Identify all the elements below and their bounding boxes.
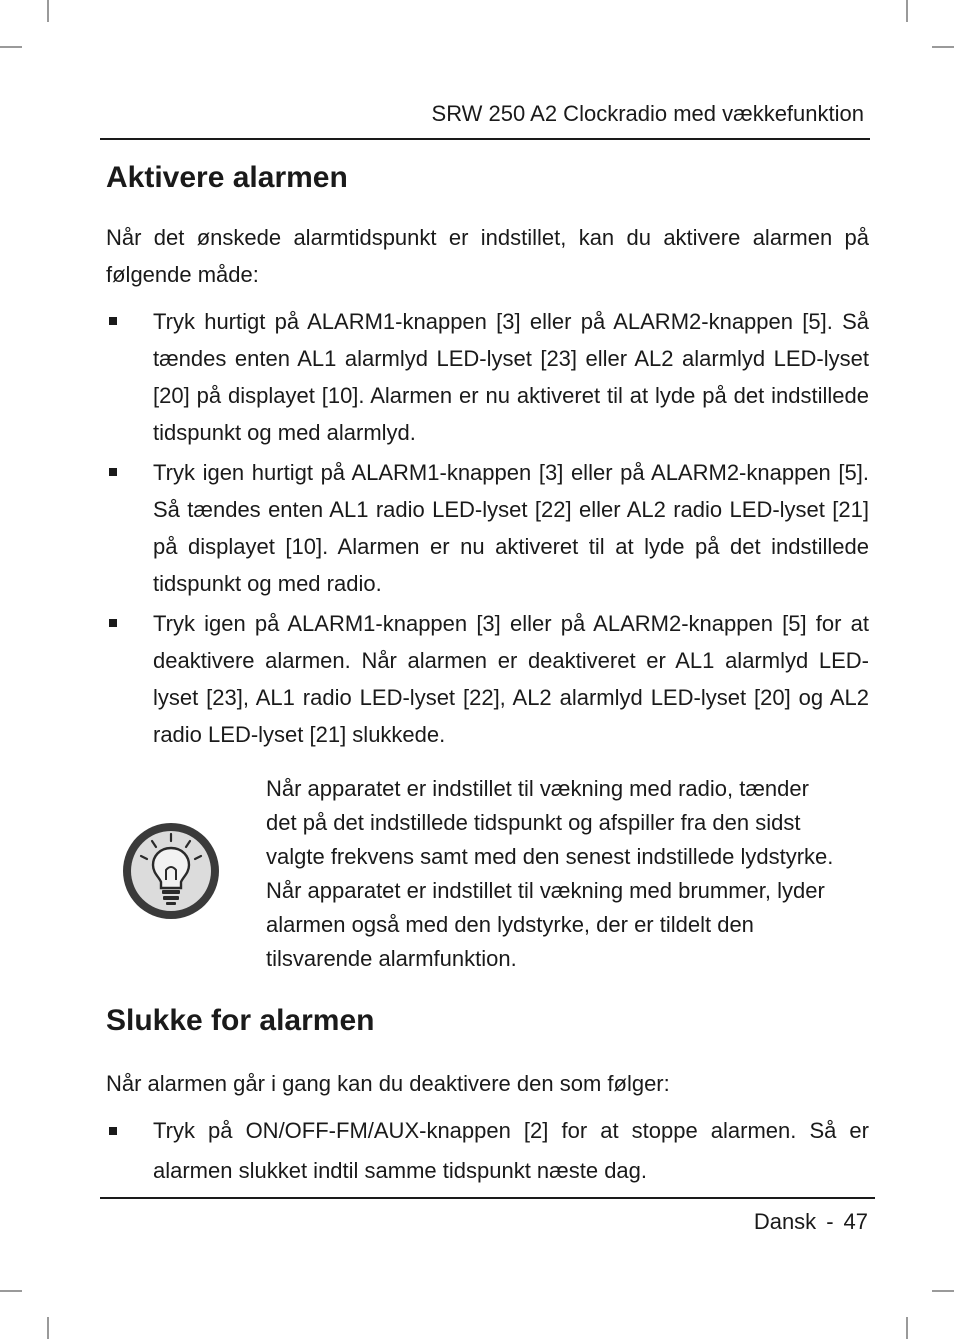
crop-mark [906, 1317, 908, 1339]
note-line: Når apparatet er indstillet til vækning med brummer, lyder [266, 878, 825, 903]
section-heading-activate: Aktivere alarmen [106, 161, 348, 194]
note-text [266, 772, 866, 976]
bullet-marker [109, 468, 117, 476]
crop-mark [906, 0, 908, 22]
bullet-marker [109, 1127, 117, 1135]
crop-mark [932, 1290, 954, 1292]
crop-mark [47, 0, 49, 22]
footer-separator: - [826, 1209, 834, 1234]
section-intro-deactivate: Når alarmen går i gang kan du deaktivere den som følger: [106, 1071, 670, 1096]
list-item [106, 1111, 869, 1191]
list-item [106, 303, 869, 451]
section-heading-deactivate: Slukke for alarmen [106, 1004, 375, 1037]
note-line: Når apparatet er indstillet til vækning med radio, tænder [266, 776, 809, 801]
note-line: det på det indstillede tidspunkt og afspiller fra den sidst [266, 810, 801, 835]
crop-mark [0, 46, 22, 48]
list-item-text: Tryk hurtigt på ALARM1-knappen [3] eller på ALARM2-knappen [5]. Så tændes enten AL1 alarmlyd LED-lyset [23] eller AL2 alarmlyd LED-lyset [20] på displayet [10]. Alarmen er nu aktiveret til at lyde på det indstillede tidspunkt og med alarmlyd. [153, 309, 869, 445]
crop-mark [0, 1290, 22, 1292]
crop-mark [47, 1317, 49, 1339]
list-item [106, 454, 869, 602]
list-item-text: Tryk igen på ALARM1-knappen [3] eller på ALARM2-knappen [5] for at deaktivere alarmen. Når alarmen er deaktiveret er AL1 alarmlyd LED-lyset [23], AL1 radio LED-lyset [22], AL2 alarmlyd LED-lyset [20] og AL2 radio LED-lyset [21] slukkede. [153, 611, 869, 747]
page-number: 47 [843, 1209, 868, 1234]
note-line: alarmen også med den lydstyrke, der er tildelt den [266, 912, 754, 937]
header-rule [100, 138, 870, 140]
bullet-list-deactivate [106, 1111, 869, 1194]
section-intro-activate: Når det ønskede alarmtidspunkt er indstillet, kan du aktivere alarmen på følgende måde: [106, 225, 869, 287]
note-line: valgte frekvens samt med den senest indstillede lydstyrke. [266, 844, 834, 869]
list-item-text: Tryk på ON/OFF-FM/AUX-knappen [2] for at stoppe alarmen. Så er alarmen slukket indtil samme tidspunkt næste dag. [153, 1118, 869, 1183]
bullet-list-activate [106, 303, 869, 756]
list-item [106, 605, 869, 753]
bullet-marker [109, 619, 117, 627]
footer-language: Dansk [753, 1209, 817, 1234]
running-header: SRW 250 A2 Clockradio med vækkefunktion [431, 101, 864, 126]
note-line: tilsvarende alarmfunktion. [266, 946, 517, 971]
bullet-marker [109, 317, 117, 325]
list-item-text: Tryk igen hurtigt på ALARM1-knappen [3] eller på ALARM2-knappen [5]. Så tændes enten AL1 radio LED-lyset [22] eller AL2 radio LED-lyset [21] på displayet [10]. Alarmen er nu aktiveret til at lyde på det indstillede tidspunkt og med radio. [153, 460, 869, 596]
page-footer [754, 1206, 868, 1238]
lightbulb-icon [120, 820, 222, 922]
footer-rule [100, 1197, 875, 1199]
crop-mark [932, 46, 954, 48]
